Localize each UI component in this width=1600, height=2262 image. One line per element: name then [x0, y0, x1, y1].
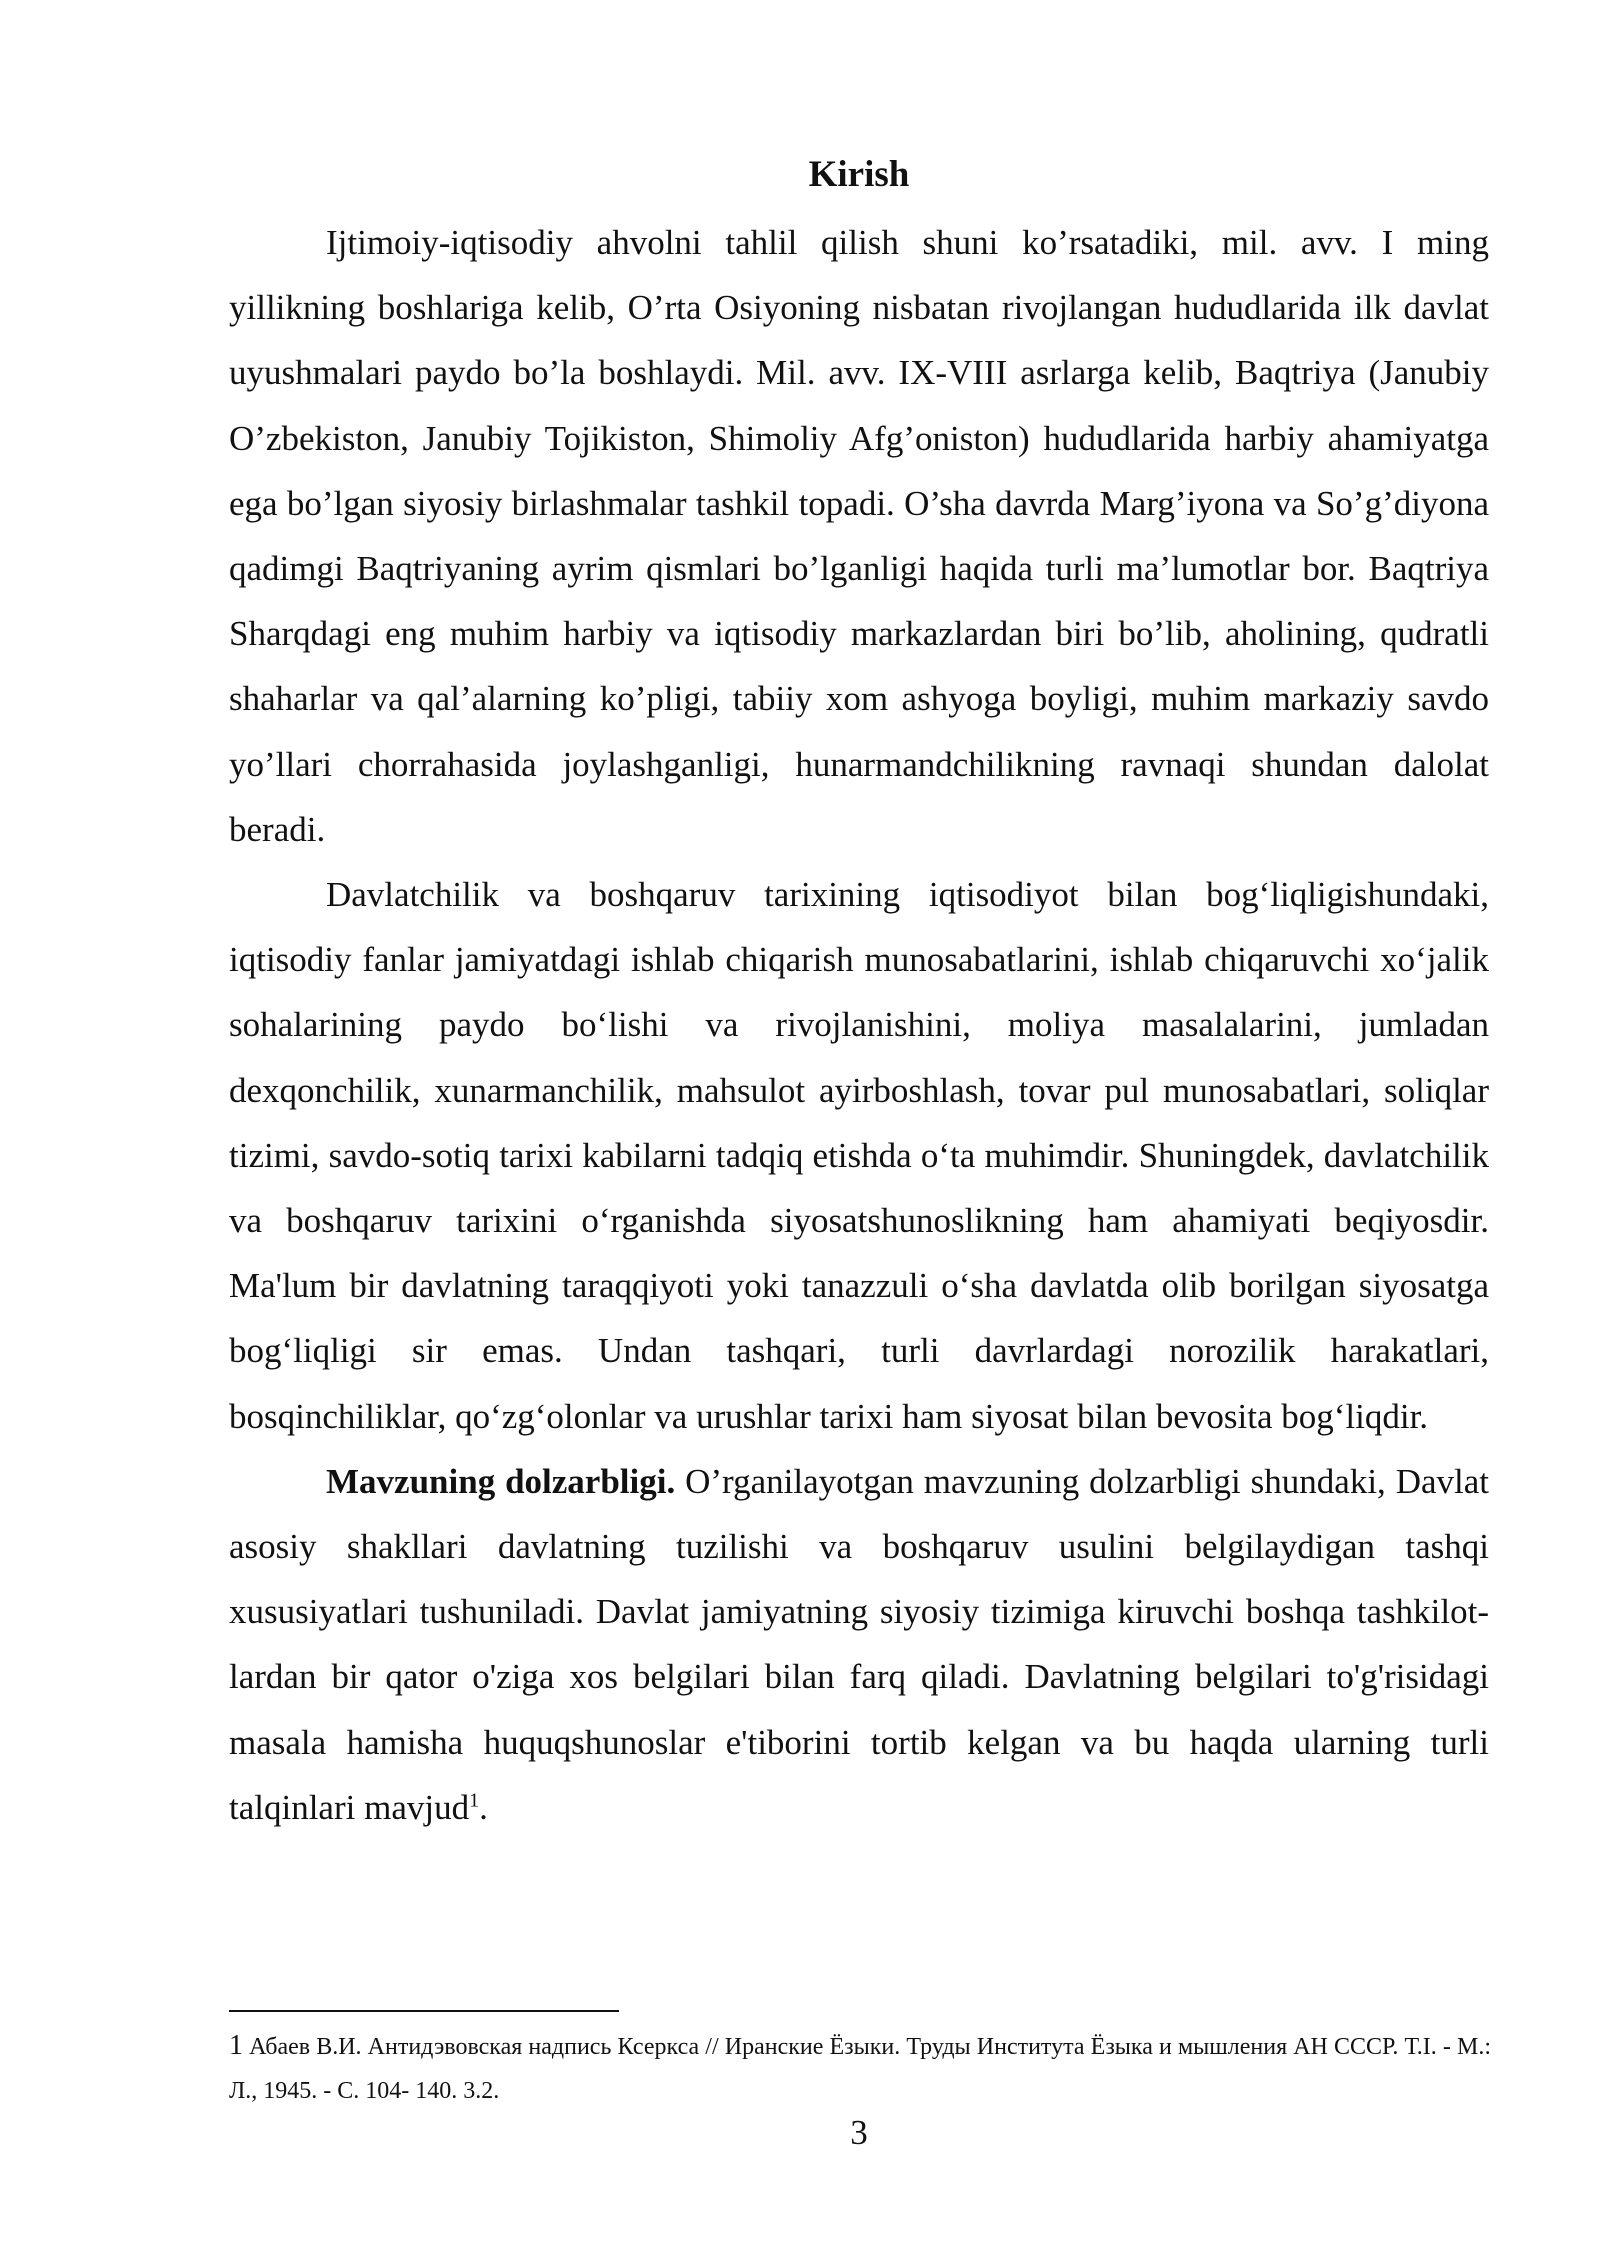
page-number: 3 — [850, 2113, 868, 2152]
footnote-number: 1 — [229, 2030, 243, 2061]
footnote-reference[interactable]: 1 — [469, 1789, 480, 1812]
relevance-lead: Mavzuning dolzarbligi. — [326, 1461, 676, 1501]
section-heading: Kirish — [808, 154, 910, 195]
paragraph-introduction: Ijtimoiy-iqtisodiy ahvolni tahlil qilish shuni ko’rsatadiki, mil. avv. I ming yillikning boshlariga kelib, O’rta Osiyoning nisbatan rivojlangan hududlarida ilk davlat uyushmalari paydo bo’la boshlaydi. Mil. avv. IX-VIII asrlarga kelib, Baqtriya (Janubiy O’zbekiston, Janubiy Tojikiston, Shimoliy Afg’oniston) hududlarida harbiy ahamiyatga ega bo’lgan siyosiy birlashmalar tashkil topadi. O’sha davrda Marg’iyona va So’g’diyona qadimgi Baqtriyaning ayrim qismlari bo’lganligi haqida turli ma’lumotlar bor. Baqtriya Sharqdagi eng muhim harbiy va iqtisodiy markazlardan biri bo’lib, aholining, qudratli shaharlar va qal’alarning ko’pligi, tabiiy xom ashyoga boyligi, muhim markaziy savdo yo’llari chorrahasida joylashganligi, hunarmandchilikning ravnaqi shundan dalolat beradi. — [229, 223, 1489, 849]
relevance-text: O’rganilayotgan mavzuning dolzarbligi shundaki, Davlat asosiy shakllari davlatning tuzilishi va boshqaruv usulini belgilaydigan tashqi xususiyatlari tushuniladi. Davlat jamiyatning siyosiy tizimiga kiruvchi boshqa tashkilot-lardan bir qator o'ziga xos belgilari bilan farq qiladi. Davlatning belgilari to'g'risidagi masala hamisha huquqshunoslar e'tiborini tortib kelgan va bu haqda ularning turli talqinlari mavjud — [229, 1461, 1489, 1827]
paragraph-statehood-economy: Davlatchilik va boshqaruv tarixining iqtisodiyot bilan bog‘liqligishundaki, iqtisodiy fanlar jamiyatdagi ishlab chiqarish munosabatlarini, ishlab chiqaruvchi xo‘jalik sohalarining paydo bo‘lishi va rivojlanishini, moliya masalalarini, jumladan dexqonchilik, xunarmanchilik, mahsulot ayirboshlash, tovar pul munosabatlari, soliqlar tizimi, savdo-sotiq tarixi kabilarni tadqiq etishda o‘ta muhimdir. Shuningdek, davlatchilik va boshqaruv tarixini o‘rganishda siyosatshunoslikning ham ahamiyati beqiyosdir. Ma'lum bir davlatning taraqqiyoti yoki tanazzuli o‘sha davlatda olib borilgan siyosatga bog‘liqligi sir emas. Undan tashqari, turli davrlardagi norozilik harakatlari, bosqinchiliklar, qo‘zg‘olonlar va urushlar tarixi ham siyosat bilan bevosita bog‘liqdir. — [229, 875, 1489, 1436]
body-text — [229, 210, 1489, 1840]
footnote-separator — [229, 2010, 619, 2012]
relevance-end: . — [479, 1787, 488, 1827]
footnote — [229, 2024, 1491, 2113]
paragraph-relevance — [229, 1449, 1489, 1840]
footnote-text: Абаев В.И. Антидэвовская надпись Ксеркса // Иранские Ёзыки. Труды Института Ёзыка и мышления АН СССР. Т.І. - М.: Л., 1945. - С. 104- 140. 3.2. — [229, 2034, 1491, 2104]
